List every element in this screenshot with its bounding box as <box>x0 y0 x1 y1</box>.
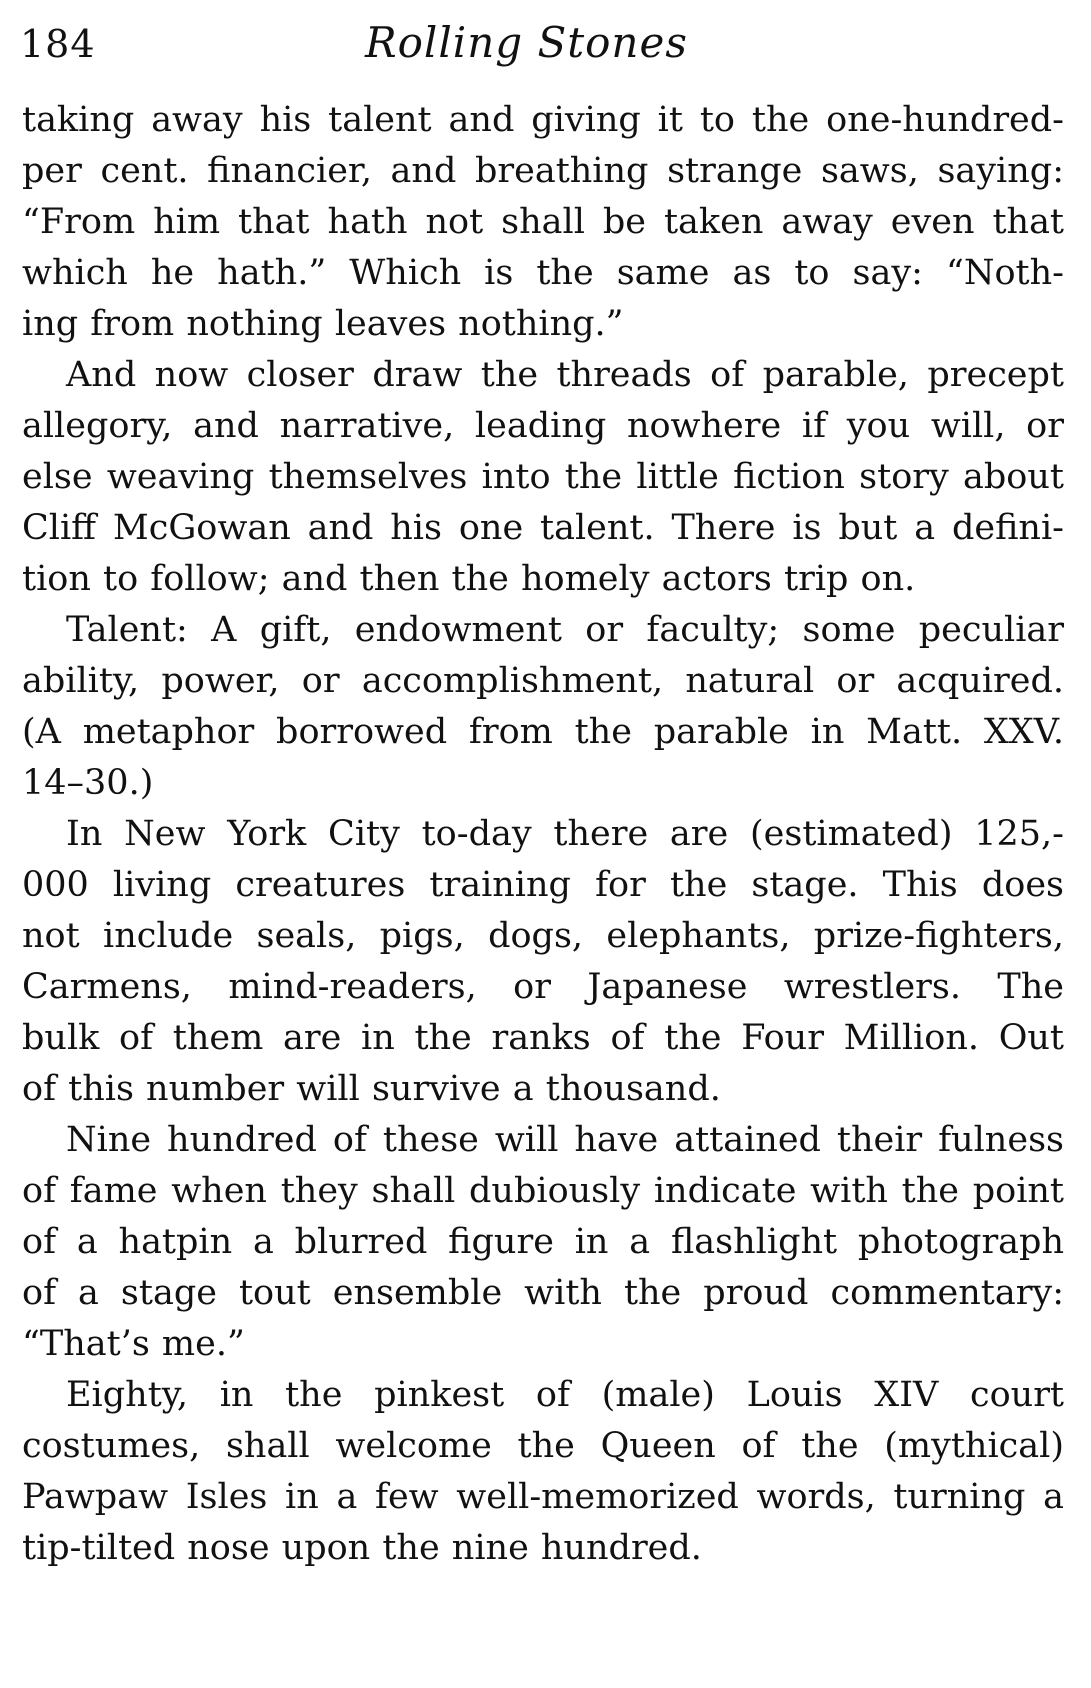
text-line: bulk of them are in the ranks of the Four Million. Out <box>22 1018 1064 1058</box>
text-line: 000 living creatures training for the stage. This does <box>22 865 1064 905</box>
text-line: tip-tilted nose upon the nine hundred. <box>22 1528 702 1568</box>
text-line: Cliff McGowan and his one talent. There is but a defini- <box>22 508 1064 548</box>
text-line: of a hatpin a blurred figure in a flashlight photograph <box>22 1222 1064 1262</box>
text-line: per cent. financier, and breathing strange saws, saying: <box>22 151 1064 191</box>
page-header <box>20 8 1060 78</box>
text-line: ing from nothing leaves nothing.” <box>22 304 624 344</box>
running-title: Rolling Stones <box>365 18 688 67</box>
text-line: which he hath.” Which is the same as to say: “Noth- <box>22 253 1064 293</box>
text-line: tion to follow; and then the homely actors trip on. <box>22 559 916 599</box>
paragraph <box>22 605 1064 809</box>
paragraph <box>22 809 1064 1115</box>
text-line: of this number will survive a thousand. <box>22 1069 721 1109</box>
page-number: 184 <box>20 22 96 66</box>
text-line: “From him that hath not shall be taken away even that <box>22 202 1064 242</box>
text-line: Eighty, in the pinkest of (male) Louis XIV court <box>66 1375 1064 1415</box>
text-line: allegory, and narrative, leading nowhere if you will, or <box>22 406 1064 446</box>
paragraph <box>22 1370 1064 1574</box>
text-line: Carmens, mind-readers, or Japanese wrestlers. The <box>22 967 1064 1007</box>
body-text <box>22 95 1064 1574</box>
paragraph <box>22 1115 1064 1370</box>
text-line: 14–30.) <box>22 763 154 803</box>
text-line: Nine hundred of these will have attained their fulness <box>66 1120 1064 1160</box>
paragraph <box>22 350 1064 605</box>
text-line: taking away his talent and giving it to the one-hundred- <box>22 100 1064 140</box>
text-line: else weaving themselves into the little fiction story about <box>22 457 1064 497</box>
text-line: not include seals, pigs, dogs, elephants, prize-fighters, <box>22 916 1064 956</box>
paragraph <box>22 95 1064 350</box>
text-line: (A metaphor borrowed from the parable in Matt. XXV. <box>22 712 1064 752</box>
text-line: In New York City to-day there are (estimated) 125,- <box>66 814 1064 854</box>
text-line: “That’s me.” <box>22 1324 245 1364</box>
text-line: of a stage tout ensemble with the proud commentary: <box>22 1273 1064 1313</box>
text-line: ability, power, or accomplishment, natural or acquired. <box>22 661 1064 701</box>
text-line: costumes, shall welcome the Queen of the (mythical) <box>22 1426 1064 1466</box>
text-line: Pawpaw Isles in a few well-memorized words, turning a <box>22 1477 1064 1517</box>
text-line: And now closer draw the threads of parable, precept <box>66 355 1064 395</box>
text-line: Talent: A gift, endowment or faculty; some peculiar <box>66 610 1064 650</box>
text-line: of fame when they shall dubiously indicate with the point <box>22 1171 1064 1211</box>
